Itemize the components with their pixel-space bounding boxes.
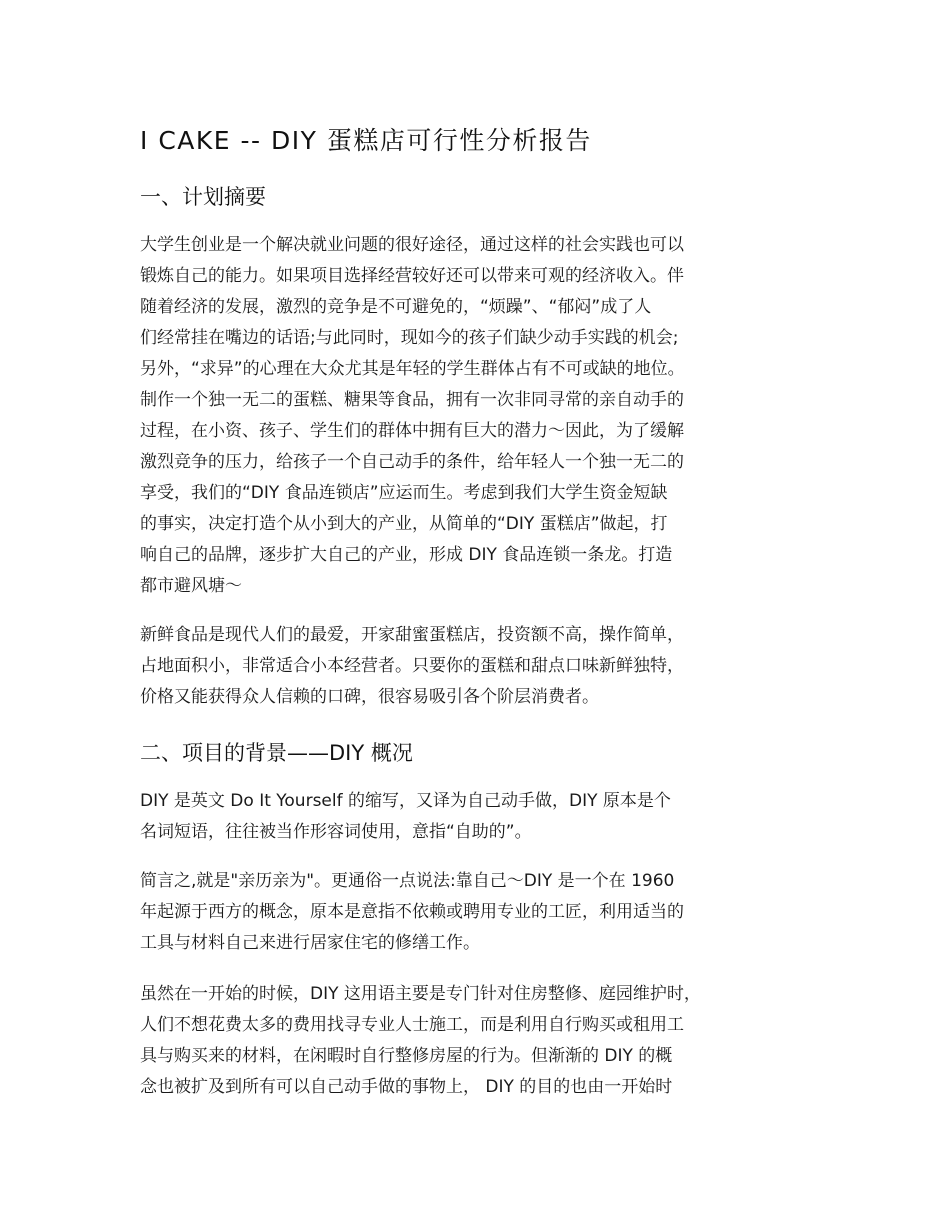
- text-line: 名词短语，往往被当作形容词使用，意指“自助的”。: [140, 822, 532, 842]
- paragraph: [140, 866, 830, 959]
- text-line: 响自己的品牌，逐步扩大自己的产业，形成 DIY 食品连锁一条龙。打造: [140, 545, 673, 565]
- text-line: 制作一个独一无二的蛋糕、糖果等食品，拥有一次非同寻常的亲自动手的: [140, 390, 684, 410]
- text-line: 占地面积小，非常适合小本经营者。只要你的蛋糕和甜点口味新鲜独特，: [140, 656, 684, 676]
- paragraph: [140, 230, 830, 602]
- text-line: 人们不想花费太多的费用找寻专业人士施工，而是利用自行购买或租用工: [140, 1015, 684, 1035]
- text-line: 念也被扩及到所有可以自己动手做的事物上， DIY 的目的也由一开始时: [140, 1077, 673, 1097]
- text-line: 价格又能获得众人信赖的口碑，很容易吸引各个阶层消费者。: [140, 687, 599, 707]
- section-heading-plan-summary: 一、计划摘要: [140, 185, 266, 209]
- text-line: 新鲜食品是现代人们的最爱，开家甜蜜蛋糕店，投资额不高，操作简单，: [140, 625, 684, 645]
- text-line: 具与购买来的材料，在闲暇时自行整修房屋的行为。但渐渐的 DIY 的概: [140, 1046, 673, 1066]
- text-line: 们经常挂在嘴边的话语;与此同时，现如今的孩子们缺少动手实践的机会;: [140, 328, 679, 348]
- text-line: DIY 是英文 Do It Yourself 的缩写，又译为自己动手做，DIY 原本是个: [140, 791, 671, 811]
- text-line: 年起源于西方的概念，原本是意指不依赖或聘用专业的工匠，利用适当的: [140, 902, 684, 922]
- paragraph: [140, 786, 830, 848]
- text-line: 锻炼自己的能力。如果项目选择经营较好还可以带来可观的经济收入。伴: [140, 266, 684, 286]
- text-line: 虽然在一开始的时候，DIY 这用语主要是专门针对住房整修、庭园维护时，: [140, 984, 701, 1004]
- text-line: 的事实，决定打造个从小到大的产业，从简单的“DIY 蛋糕店”做起，打: [140, 514, 668, 534]
- text-line: 享受，我们的“DIY 食品连锁店”应运而生。考虑到我们大学生资金短缺: [140, 483, 668, 503]
- text-line: 过程，在小资、孩子、学生们的群体中拥有巨大的潜力～因此，为了缓解: [140, 421, 684, 441]
- text-line: 都市避风塘～: [140, 576, 242, 596]
- text-line: 随着经济的发展，激烈的竞争是不可避免的，“烦躁”、“郁闷”成了人: [140, 297, 652, 317]
- paragraph: [140, 979, 830, 1103]
- section-heading-diy-background: 二、项目的背景——DIY 概况: [140, 741, 413, 765]
- text-line: 激烈竞争的压力，给孩子一个自己动手的条件，给年轻人一个独一无二的: [140, 452, 684, 472]
- text-line: 另外，“求异”的心理在大众尤其是年轻的学生群体占有不可或缺的地位。: [140, 359, 685, 379]
- document-title: I CAKE -- DIY 蛋糕店可行性分析报告: [140, 126, 592, 155]
- text-line: 大学生创业是一个解决就业问题的很好途径，通过这样的社会实践也可以: [140, 235, 684, 255]
- text-line: 简言之,就是"亲历亲为"。更通俗一点说法:靠自己～DIY 是一个在 1960: [140, 871, 675, 891]
- text-line: 工具与材料自己来进行居家住宅的修缮工作。: [140, 933, 480, 953]
- paragraph: [140, 620, 830, 713]
